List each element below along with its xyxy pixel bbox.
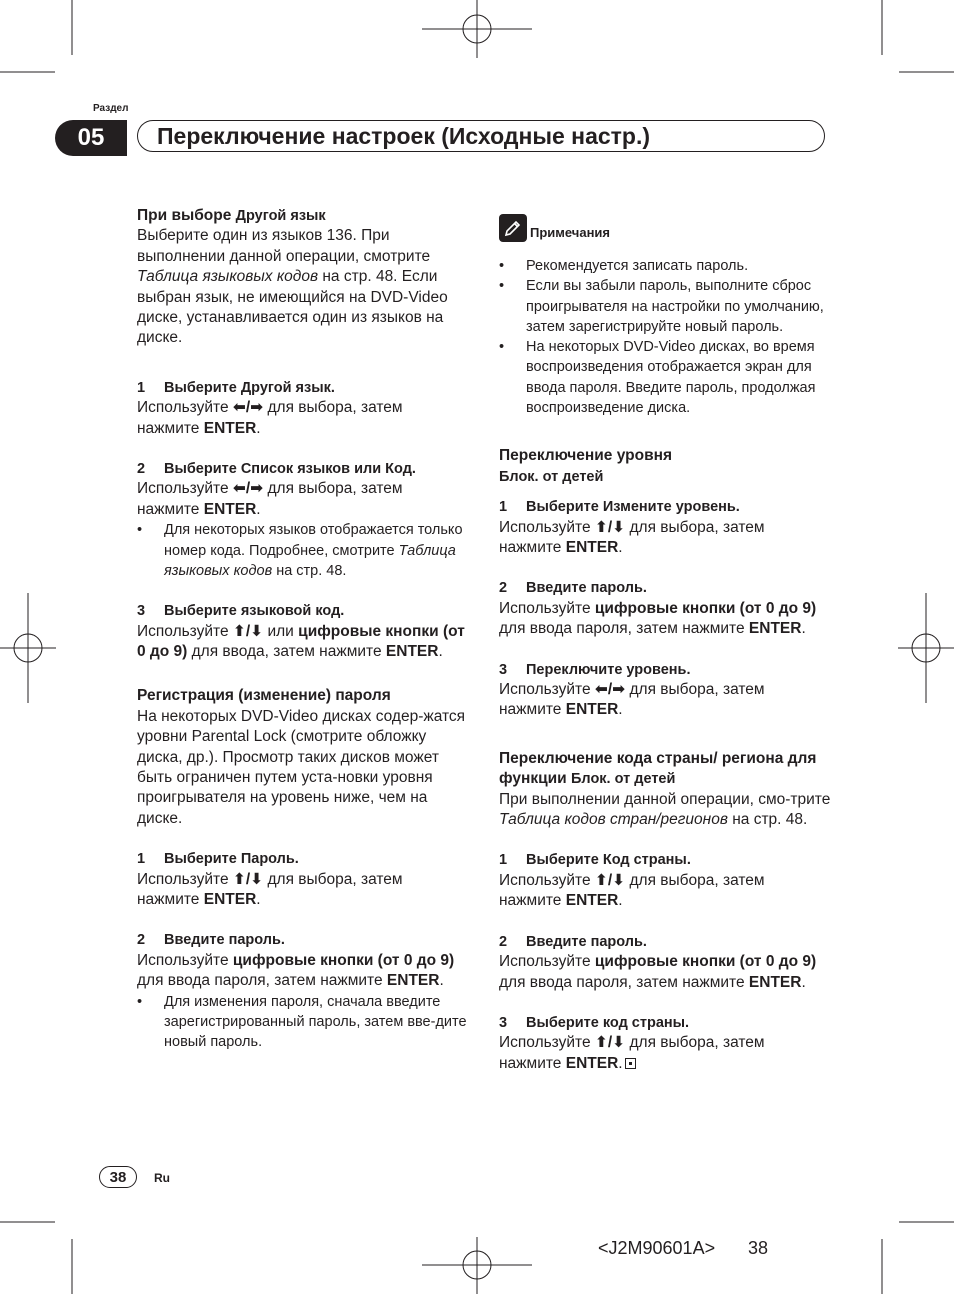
step-instruction: Используйте ⬆/⬇ для выбора, затем нажмите ENTER. — [499, 871, 765, 910]
left-right-arrows-icon: ⬅/➡ — [232, 480, 264, 498]
step-instruction: Используйте ⬆/⬇ для выбора, затем нажмите ENTER. — [499, 1034, 765, 1072]
registration-mark-left — [0, 593, 56, 703]
left-column — [137, 206, 469, 1053]
step-instruction: Используйте цифровые кнопки (от 0 до 9) для ввода пароля, затем нажмите ENTER. — [499, 599, 817, 638]
language-code: Ru — [154, 1171, 170, 1185]
step-instruction: Используйте ⬆/⬇ для выбора, затем нажмите ENTER. — [499, 518, 765, 556]
step-instruction: Используйте цифровые кнопки (от 0 до 9) для ввода пароля, затем нажмите ENTER. — [499, 953, 817, 991]
step-heading: 1 Выберите Другой язык. — [137, 379, 335, 396]
registration-mark-bottom — [422, 1237, 532, 1294]
step-heading: 2 Введите пароль. — [499, 580, 647, 597]
pencil-note-icon — [499, 214, 527, 242]
step-heading: 3 Выберите языковой код. — [137, 603, 345, 620]
step-heading: 1 Выберите Пароль. — [137, 851, 299, 868]
registration-mark-top — [422, 0, 532, 58]
other-language-heading: При выборе Другой язык — [137, 207, 326, 224]
step-instruction: Используйте ⬅/➡ для выбора, затем нажмите ENTER. — [499, 681, 765, 719]
up-down-arrows-icon: ⬆/⬇ — [594, 518, 626, 536]
up-down-arrows-icon: ⬆/⬇ — [232, 870, 264, 888]
document-page: 38 — [748, 1238, 769, 1258]
level-subheading: Блок. от детей — [499, 468, 604, 485]
note-item: • На некоторых DVD-Video дисках, во время воспроизведения отображается экран для ввода пароля. Введите пароль, продолжая воспроизведение диска. — [499, 337, 831, 418]
note-item: • Рекомендуется записать пароль. — [499, 256, 831, 276]
step-heading: 2 Введите пароль. — [499, 933, 647, 950]
page-title: Переключение настроек (Исходные настр.) — [157, 123, 651, 149]
step-heading: 2 Выберите Список языков или Код. — [137, 461, 416, 478]
note-item: • Если вы забыли пароль, выполните сброс проигрывателя на настройки по умолчанию, затем зарегистрируйте новый пароль. — [499, 276, 831, 337]
country-heading: Переключение кода страны/ региона для функции Блок. от детей — [499, 749, 817, 788]
level-heading: Переключение уровня — [499, 447, 673, 465]
step-instruction: Используйте ⬅/➡ для выбора, затем нажмите ENTER. — [137, 399, 403, 437]
up-down-arrows-icon: ⬆/⬇ — [232, 622, 264, 640]
document-code: <J2M90601A> — [598, 1238, 716, 1258]
left-right-arrows-icon: ⬅/➡ — [594, 681, 626, 699]
step-instruction: Используйте ⬆/⬇ или цифровые кнопки (от 0 до 9) для ввода, затем нажмите ENTER. — [137, 622, 465, 660]
left-right-arrows-icon: ⬅/➡ — [232, 399, 264, 417]
bullet-item: • Для некоторых языков отображается только номер кода. Подробнее, смотрите Таблица языковых кодов на стр. 48. — [137, 520, 469, 581]
notes-heading: Примечания — [499, 214, 831, 242]
step-instruction: Используйте ⬅/➡ для выбора, затем нажмите ENTER. — [137, 480, 403, 518]
step-heading: 3 Переключите уровень. — [499, 661, 691, 678]
password-heading: Регистрация (изменение) пароля — [137, 687, 391, 705]
step-heading: 3 Выберите код страны. — [499, 1014, 690, 1031]
step-heading: 2 Введите пароль. — [137, 932, 285, 949]
section-number-badge: 05 — [55, 120, 127, 156]
bullet-item: • Для изменения пароля, сначала введите зарегистрированный пароль, затем вве-дите новый пароль. — [137, 992, 469, 1053]
country-text: При выполнении данной операции, смо-трите Таблица кодов стран/регионов на стр. 48. — [499, 790, 831, 829]
page-number: 38 — [99, 1166, 137, 1188]
password-text: На некоторых DVD-Video дисках содер-жатся уровни Parental Lock (смотрите обложку диска, др.). Просмотр таких дисков может быть ограничен путем уста-новки уровня проигрывателя на уровень ниже, чем на диске. — [137, 707, 466, 827]
registration-mark-right — [898, 593, 954, 703]
step-heading: 1 Выберите Измените уровень. — [499, 499, 740, 516]
up-down-arrows-icon: ⬆/⬇ — [594, 871, 626, 889]
up-down-arrows-icon: ⬆/⬇ — [594, 1034, 626, 1052]
step-instruction: Используйте ⬆/⬇ для выбора, затем нажмите ENTER. — [137, 870, 403, 909]
other-language-text: Выберите один из языков 136. При выполнении данной операции, смотрите Таблица языковых кодов на стр. 48. Если выбран язык, не имеющийся на DVD-Video диске, устанавливается один из языков на диске. — [137, 227, 448, 347]
end-of-section-icon — [625, 1058, 636, 1069]
right-column — [499, 214, 831, 1074]
step-instruction: Используйте цифровые кнопки (от 0 до 9) для ввода пароля, затем нажмите ENTER. — [137, 951, 455, 990]
section-label: Раздел — [93, 103, 129, 114]
step-heading: 1 Выберите Код страны. — [499, 852, 691, 869]
